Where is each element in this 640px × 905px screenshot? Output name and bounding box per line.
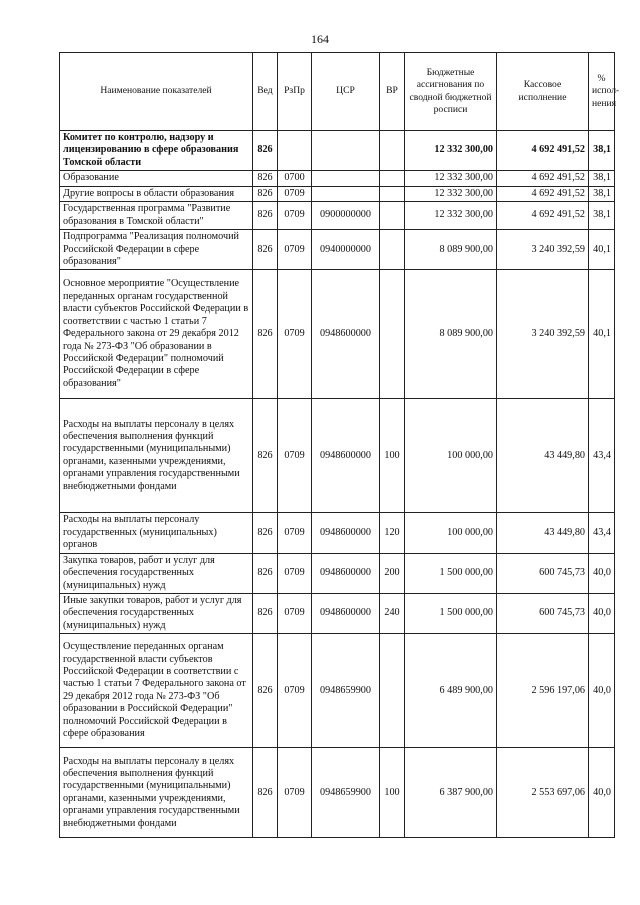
row-ved-cell: 826	[253, 202, 278, 230]
row-rzpr-cell: 0709	[278, 634, 312, 748]
table-row	[60, 186, 615, 201]
row-csr-cell: 0948600000	[312, 513, 380, 553]
row-vr-cell	[380, 186, 405, 201]
row-vr-cell: 100	[380, 748, 405, 838]
row-rzpr-cell: 0709	[278, 553, 312, 593]
row-vr-cell: 100	[380, 399, 405, 513]
row-csr-cell: 0948600000	[312, 553, 380, 593]
row-percent-cell: 38,1	[589, 131, 615, 171]
row-rzpr-cell: 0709	[278, 513, 312, 553]
header-name: Наименование показателей	[60, 53, 253, 131]
row-vr-cell	[380, 230, 405, 270]
row-csr-cell: 0948659900	[312, 634, 380, 748]
row-name-cell: Иные закупки товаров, работ и услуг для обеспечения государственных (муниципальных) нужд	[60, 594, 253, 634]
row-rzpr-cell: 0709	[278, 748, 312, 838]
row-rzpr-cell	[278, 131, 312, 171]
row-name-cell: Расходы на выплаты персоналу в целях обеспечения выполнения функций государственными (муниципальными) органами, казенными учреждениями, органами управления государственными внебюджетными фондами	[60, 748, 253, 838]
row-csr-cell	[312, 131, 380, 171]
header-percent: % испол-нения	[589, 53, 615, 131]
row-csr-cell: 0900000000	[312, 202, 380, 230]
row-cash-cell: 4 692 491,52	[497, 186, 589, 201]
row-percent-cell: 40,0	[589, 748, 615, 838]
row-cash-cell: 2 596 197,06	[497, 634, 589, 748]
header-ved: Вед	[253, 53, 278, 131]
row-cash-cell: 4 692 491,52	[497, 202, 589, 230]
row-vr-cell	[380, 634, 405, 748]
table-body	[60, 131, 615, 838]
table-row	[60, 270, 615, 399]
table-row	[60, 230, 615, 270]
row-percent-cell: 43,4	[589, 399, 615, 513]
row-vr-cell: 240	[380, 594, 405, 634]
row-csr-cell: 0948600000	[312, 270, 380, 399]
row-percent-cell: 43,4	[589, 513, 615, 553]
row-cash-cell: 3 240 392,59	[497, 270, 589, 399]
table-row	[60, 513, 615, 553]
header-cash: Кассовое исполнение	[497, 53, 589, 131]
row-percent-cell: 38,1	[589, 202, 615, 230]
row-budget-cell: 1 500 000,00	[405, 594, 497, 634]
row-budget-cell: 12 332 300,00	[405, 202, 497, 230]
row-csr-cell	[312, 186, 380, 201]
row-cash-cell: 4 692 491,52	[497, 171, 589, 186]
row-name-cell: Комитет по контролю, надзору и лицензированию в сфере образования Томской области	[60, 131, 253, 171]
row-budget-cell: 12 332 300,00	[405, 171, 497, 186]
row-percent-cell: 40,1	[589, 230, 615, 270]
row-cash-cell: 4 692 491,52	[497, 131, 589, 171]
row-cash-cell: 43 449,80	[497, 399, 589, 513]
row-vr-cell	[380, 270, 405, 399]
header-csr: ЦСР	[312, 53, 380, 131]
table-row	[60, 553, 615, 593]
table-row	[60, 748, 615, 838]
row-cash-cell: 600 745,73	[497, 594, 589, 634]
row-name-cell: Другие вопросы в области образования	[60, 186, 253, 201]
row-percent-cell: 40,0	[589, 634, 615, 748]
row-percent-cell: 40,0	[589, 553, 615, 593]
row-rzpr-cell: 0709	[278, 270, 312, 399]
header-budget: Бюджетные ассигнования по сводной бюджетной росписи	[405, 53, 497, 131]
table-row	[60, 171, 615, 186]
row-budget-cell: 100 000,00	[405, 399, 497, 513]
row-ved-cell: 826	[253, 594, 278, 634]
table-row	[60, 634, 615, 748]
row-ved-cell: 826	[253, 270, 278, 399]
header-rzpr: РзПр	[278, 53, 312, 131]
page-number: 164	[311, 32, 329, 46]
row-name-cell: Расходы на выплаты персоналу в целях обеспечения выполнения функций государственными (муниципальными) органами, казенными учреждениями, органами управления государственными внебюджетными фондами	[60, 399, 253, 513]
row-name-cell: Осуществление переданных органам государственной власти субъектов Российской Федерации в соответствии с частью 1 статьи 7 Федерального закона от 29 декабря 2012 года № 273-ФЗ "Об образовании в Российской Федерации" полномочий Российской Федерации в сфере образования	[60, 634, 253, 748]
row-rzpr-cell: 0709	[278, 202, 312, 230]
row-budget-cell: 100 000,00	[405, 513, 497, 553]
row-ved-cell: 826	[253, 748, 278, 838]
row-rzpr-cell: 0709	[278, 186, 312, 201]
row-csr-cell: 0948600000	[312, 594, 380, 634]
row-budget-cell: 8 089 900,00	[405, 270, 497, 399]
row-ved-cell: 826	[253, 171, 278, 186]
row-vr-cell	[380, 131, 405, 171]
row-percent-cell: 38,1	[589, 186, 615, 201]
row-budget-cell: 6 489 900,00	[405, 634, 497, 748]
table-header-row	[60, 53, 615, 131]
row-ved-cell: 826	[253, 399, 278, 513]
table-row	[60, 202, 615, 230]
row-csr-cell: 0948659900	[312, 748, 380, 838]
row-vr-cell: 200	[380, 553, 405, 593]
row-name-cell: Основное мероприятие "Осуществление переданных органам государственной власти субъектов Российской Федерации в соответствии с частью 1 статьи 7 Федерального закона от 29 декабря 2012 года № 273-ФЗ "Об образовании в Российской Федерации" полномочий Российской Федерации в сфере образования"	[60, 270, 253, 399]
budget-execution-table	[59, 52, 620, 838]
row-budget-cell: 12 332 300,00	[405, 131, 497, 171]
row-rzpr-cell: 0709	[278, 399, 312, 513]
row-cash-cell: 43 449,80	[497, 513, 589, 553]
row-csr-cell: 0948600000	[312, 399, 380, 513]
row-budget-cell: 1 500 000,00	[405, 553, 497, 593]
row-name-cell: Государственная программа "Развитие образования в Томской области"	[60, 202, 253, 230]
row-vr-cell	[380, 171, 405, 186]
table-row	[60, 131, 615, 171]
row-budget-cell: 6 387 900,00	[405, 748, 497, 838]
row-rzpr-cell: 0709	[278, 594, 312, 634]
row-name-cell: Закупка товаров, работ и услуг для обеспечения государственных (муниципальных) нужд	[60, 553, 253, 593]
row-vr-cell: 120	[380, 513, 405, 553]
row-rzpr-cell: 0700	[278, 171, 312, 186]
header-vr: ВР	[380, 53, 405, 131]
row-csr-cell: 0940000000	[312, 230, 380, 270]
row-csr-cell	[312, 171, 380, 186]
row-budget-cell: 8 089 900,00	[405, 230, 497, 270]
row-ved-cell: 826	[253, 513, 278, 553]
row-cash-cell: 3 240 392,59	[497, 230, 589, 270]
table-row	[60, 594, 615, 634]
row-ved-cell: 826	[253, 131, 278, 171]
row-name-cell: Подпрограмма "Реализация полномочий Российской Федерации в сфере образования"	[60, 230, 253, 270]
row-name-cell: Расходы на выплаты персоналу государственных (муниципальных) органов	[60, 513, 253, 553]
row-budget-cell: 12 332 300,00	[405, 186, 497, 201]
row-ved-cell: 826	[253, 230, 278, 270]
row-vr-cell	[380, 202, 405, 230]
row-percent-cell: 40,1	[589, 270, 615, 399]
row-ved-cell: 826	[253, 186, 278, 201]
row-ved-cell: 826	[253, 634, 278, 748]
table-row	[60, 399, 615, 513]
row-name-cell: Образование	[60, 171, 253, 186]
row-ved-cell: 826	[253, 553, 278, 593]
row-percent-cell: 38,1	[589, 171, 615, 186]
row-cash-cell: 600 745,73	[497, 553, 589, 593]
row-percent-cell: 40,0	[589, 594, 615, 634]
row-cash-cell: 2 553 697,06	[497, 748, 589, 838]
row-rzpr-cell: 0709	[278, 230, 312, 270]
